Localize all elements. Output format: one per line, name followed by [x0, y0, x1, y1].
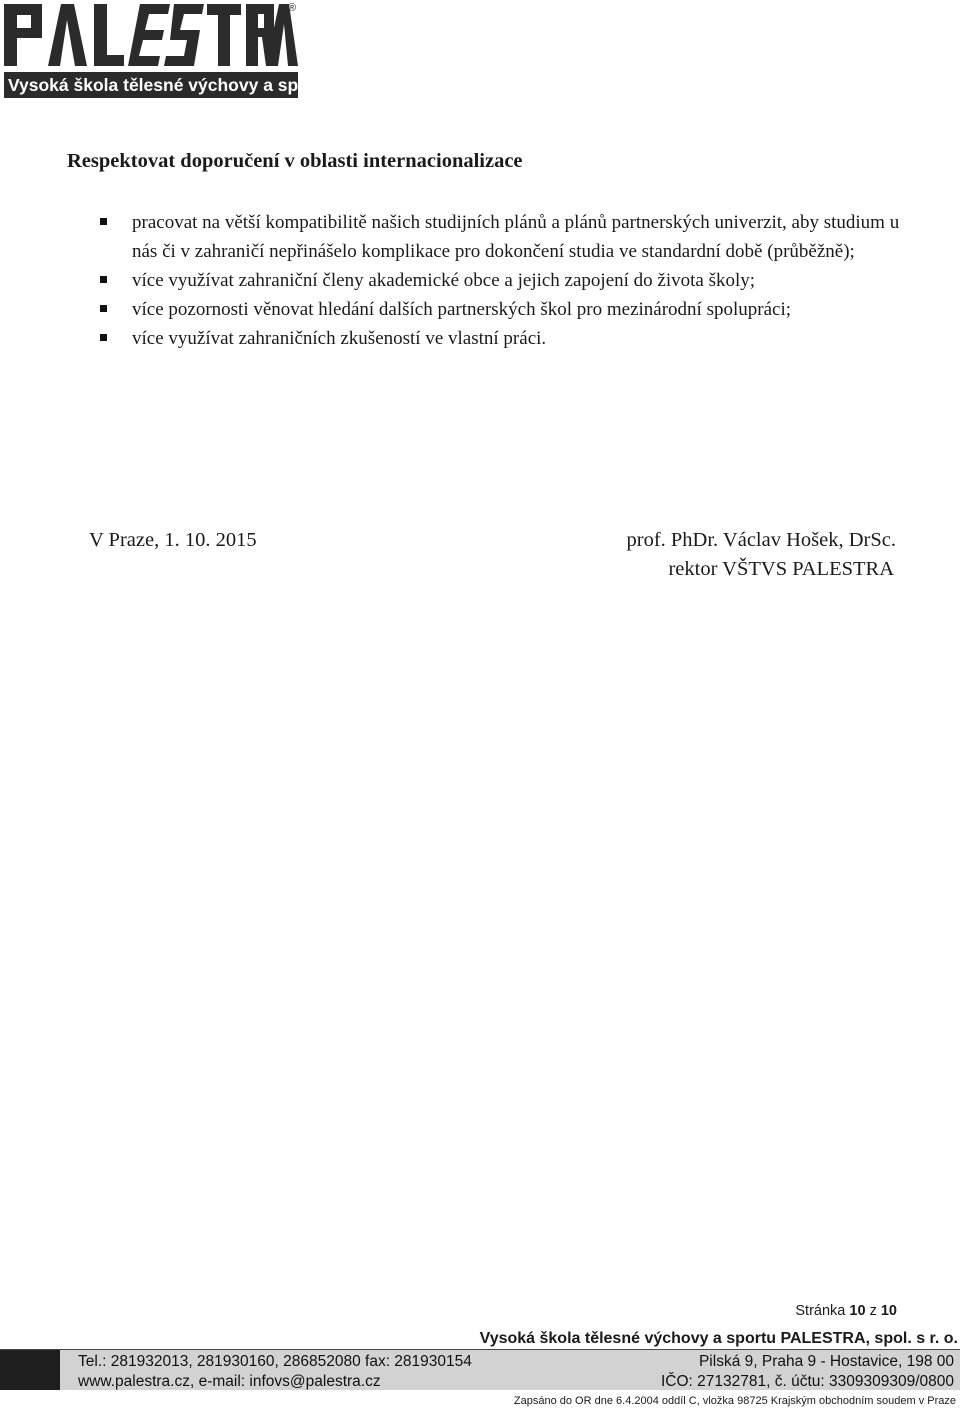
list-item — [96, 266, 906, 295]
page-number-prefix: Stránka — [795, 1303, 846, 1319]
palestra-wordmark — [4, 4, 298, 66]
footer-phones: Tel.: 281932013, 281930160, 286852080 fax: 281930154 — [78, 1353, 472, 1370]
list-item — [96, 295, 906, 324]
page-number-separator: z — [869, 1303, 877, 1319]
list-item-text: více pozornosti věnovat hledání dalších partnerských škol pro mezinárodní spolupráci; — [132, 299, 792, 320]
square-bullet-icon — [100, 334, 107, 341]
footer-black-block — [0, 1350, 60, 1390]
page-number-current: 10 — [849, 1303, 866, 1319]
signer-title: rektor VŠTVS PALESTRA — [668, 558, 894, 580]
logo-subtitle: Vysoká škola tělesné výchovy a sportu — [4, 72, 298, 98]
place-and-date: V Praze, 1. 10. 2015 — [89, 529, 257, 551]
footer-web-email: www.palestra.cz, e-mail: infovs@palestra.cz — [78, 1373, 381, 1390]
footer-ico-account: IČO: 27132781, č. účtu: 3309309309/0800 — [660, 1373, 954, 1390]
footer-registry: Zapsáno do OR dne 6.4.2004 oddíl C, vložka 98725 Krajským obchodním soudem v Praze — [513, 1395, 956, 1407]
square-bullet-icon — [100, 276, 107, 283]
list-item — [96, 208, 906, 266]
registered-mark: ® — [288, 2, 297, 14]
list-item-text: více využívat zahraniční členy akademické obce a jejich zapojení do života školy; — [132, 270, 756, 291]
square-bullet-icon — [100, 305, 107, 312]
section-heading: Respektovat doporučení v oblasti internacionalizace — [67, 150, 523, 172]
list-item-text: více využívat zahraničních zkušeností ve vlastní práci. — [132, 328, 547, 349]
list-item-text: pracovat na větší kompatibilitě našich studijních plánů a plánů partnerských univerzit, aby studium u nás či v zahraničí nepřinášelo komplikace pro dokončení studia ve standardní době (průběžně); — [132, 212, 900, 262]
footer-address: Pilská 9, Praha 9 - Hostavice, 198 00 — [698, 1353, 954, 1370]
footer-organization: Vysoká škola tělesné výchovy a sportu PALESTRA, spol. s r. o. — [479, 1330, 958, 1347]
recommendation-list — [96, 208, 906, 353]
page-number-total: 10 — [880, 1303, 897, 1319]
square-bullet-icon — [100, 218, 107, 225]
page-number — [795, 1303, 897, 1319]
list-item — [96, 324, 906, 353]
signer-name: prof. PhDr. Václav Hošek, DrSc. — [626, 529, 896, 551]
